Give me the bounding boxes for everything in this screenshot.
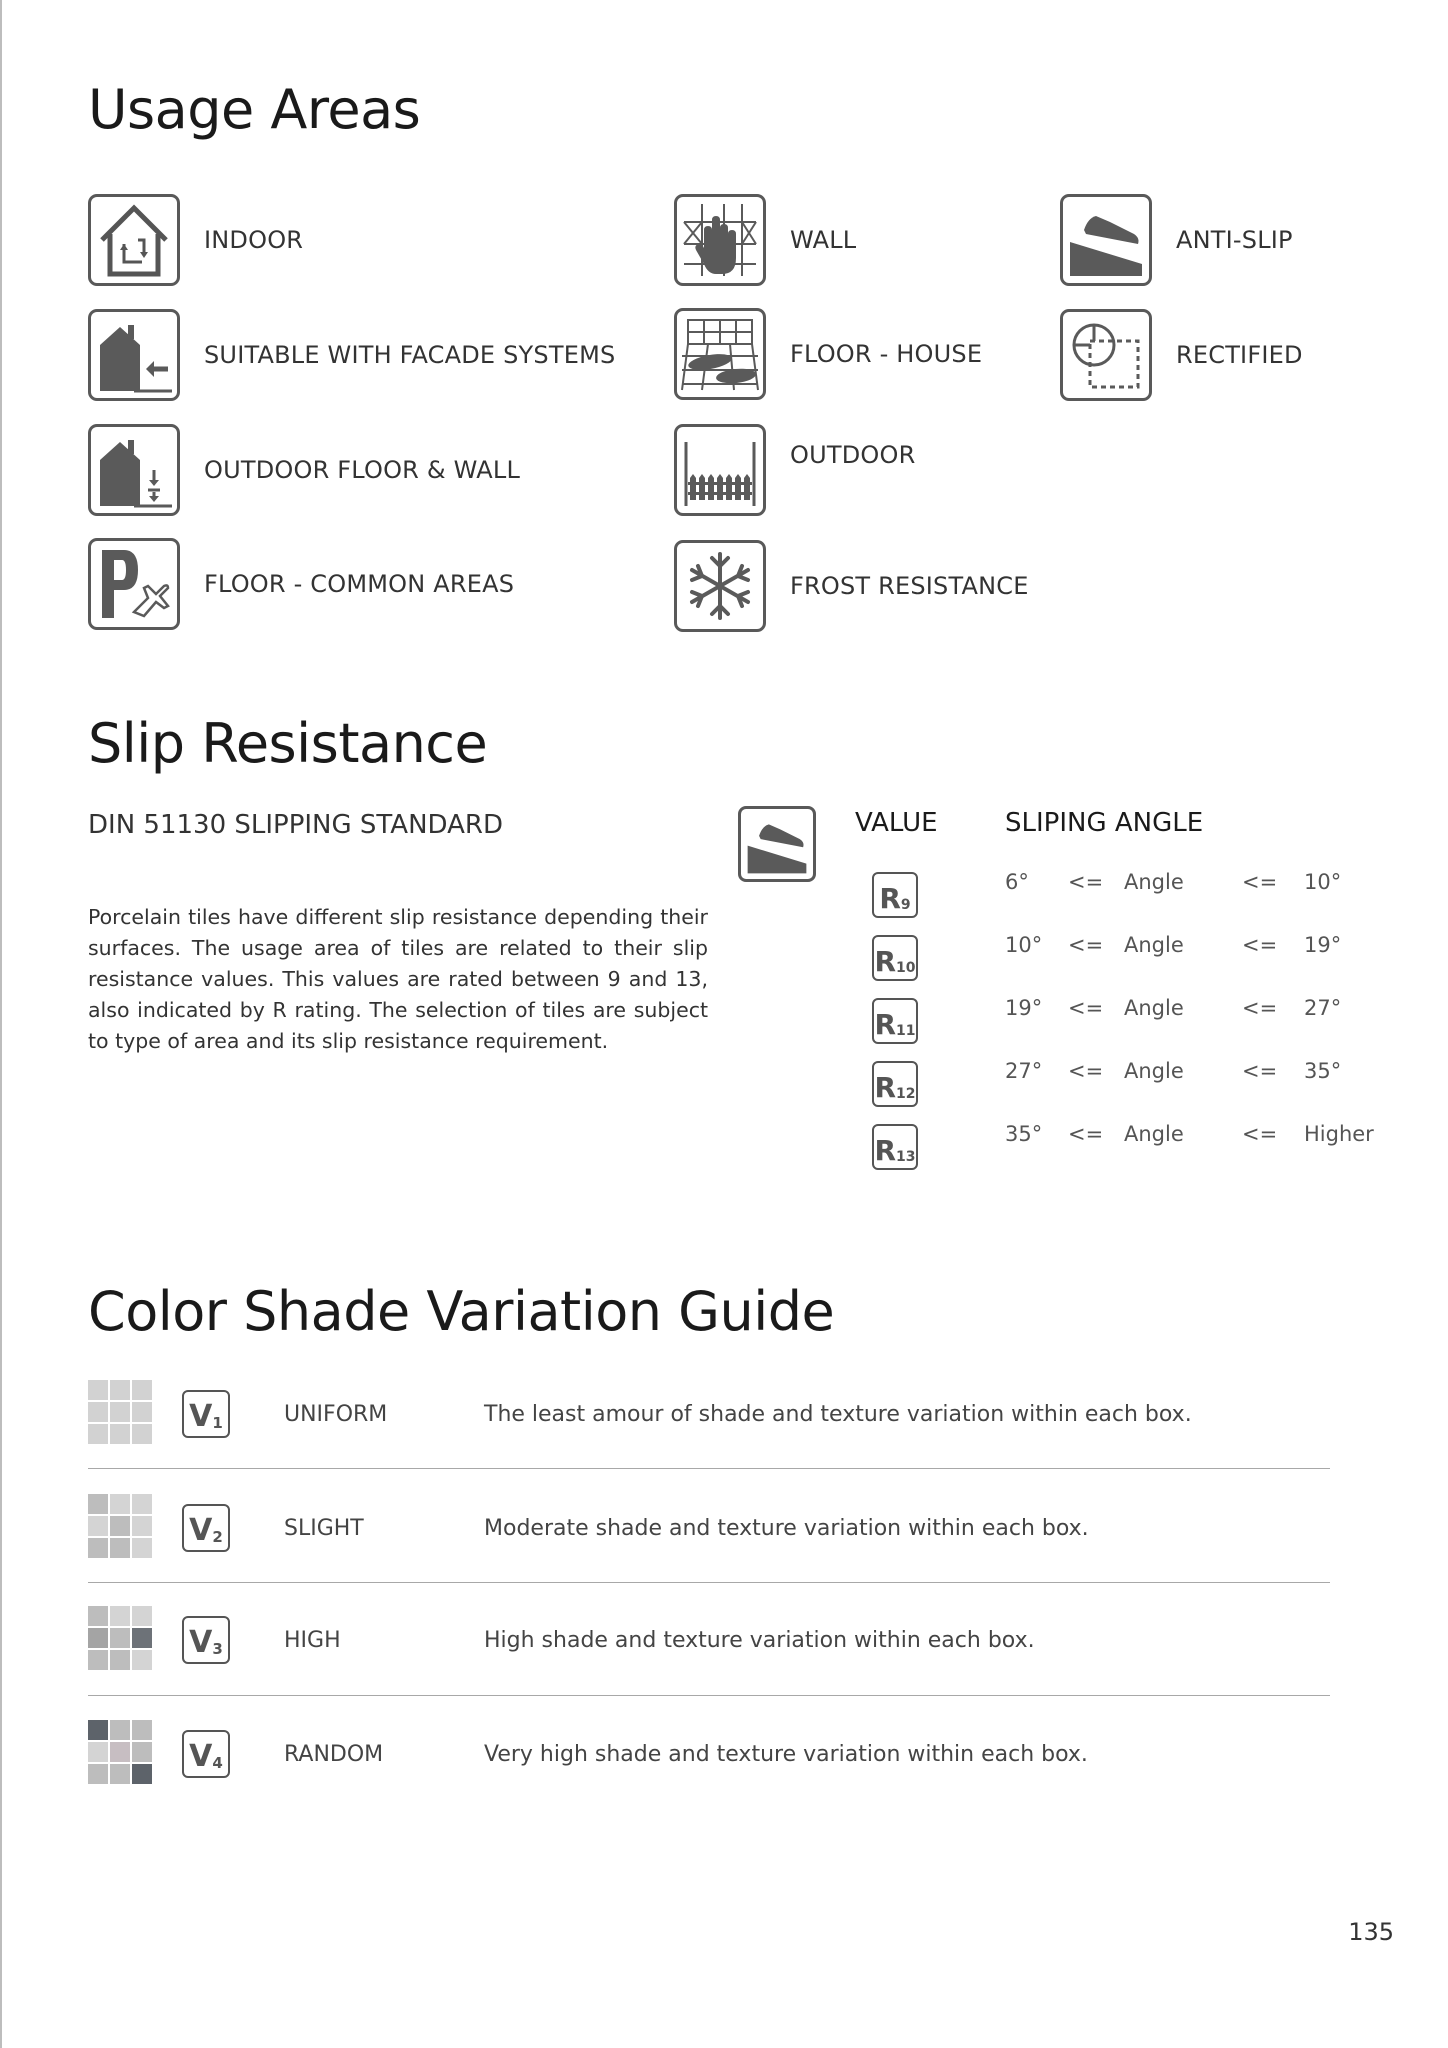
shade-swatch-tile — [132, 1538, 152, 1558]
v-rating-badge — [182, 1504, 230, 1552]
shade-label: SLIGHT — [284, 1516, 364, 1541]
facade-icon — [88, 309, 180, 401]
shade-swatch-tile — [88, 1402, 108, 1422]
shade-swatch-grid — [88, 1380, 152, 1444]
angle-op-left: <= — [1068, 933, 1104, 957]
usage-label: FLOOR - HOUSE — [790, 340, 983, 368]
angle-max: 19° — [1304, 933, 1342, 957]
usage-label: WALL — [790, 226, 857, 254]
usage-label: FROST RESISTANCE — [790, 572, 1029, 600]
shade-swatch-tile — [88, 1764, 108, 1784]
shade-swatch-tile — [132, 1764, 152, 1784]
shade-swatch-tile — [88, 1606, 108, 1626]
shade-swatch-tile — [132, 1628, 152, 1648]
shade-swatch-tile — [110, 1380, 130, 1400]
usage-item-wall — [674, 194, 856, 286]
v-letter: V — [189, 1399, 213, 1434]
usage-label: INDOOR — [204, 226, 304, 254]
angle-min: 27° — [1005, 1059, 1043, 1083]
shade-swatch-tile — [132, 1516, 152, 1536]
shade-swatch-tile — [110, 1650, 130, 1670]
angle-op-left: <= — [1068, 870, 1104, 894]
usage-item-outdoor — [674, 424, 915, 516]
outdoor-floor-wall-icon — [88, 424, 180, 516]
shade-swatch-tile — [110, 1424, 130, 1444]
shade-swatch-tile — [110, 1606, 130, 1626]
shade-swatch-tile — [110, 1628, 130, 1648]
row-divider — [88, 1582, 1330, 1583]
r-rating-badge — [872, 1124, 918, 1170]
shade-row — [88, 1380, 1330, 1450]
angle-min: 6° — [1005, 870, 1029, 894]
shade-swatch-tile — [110, 1402, 130, 1422]
r-number: 13 — [896, 1149, 916, 1165]
slip-standard: DIN 51130 SLIPPING STANDARD — [88, 810, 503, 840]
r-rating-badge — [872, 998, 918, 1044]
v-number: 2 — [212, 1528, 223, 1546]
r-letter: R — [879, 882, 901, 915]
shade-swatch-grid — [88, 1606, 152, 1670]
shade-swatch-tile — [88, 1720, 108, 1740]
shade-description: Very high shade and texture variation within each box. — [484, 1742, 1088, 1767]
shade-swatch-tile — [110, 1538, 130, 1558]
v-number: 4 — [212, 1754, 223, 1772]
r-number: 12 — [896, 1086, 916, 1102]
angle-op-right: <= — [1242, 870, 1278, 894]
floor-house-icon — [674, 308, 766, 400]
angle-word: Angle — [1124, 1122, 1184, 1146]
usage-label: ANTI-SLIP — [1176, 226, 1293, 254]
shade-swatch-tile — [132, 1424, 152, 1444]
shade-swatch-tile — [88, 1516, 108, 1536]
shade-swatch-tile — [110, 1742, 130, 1762]
sliping-angle-header: SLIPING ANGLE — [1005, 808, 1204, 838]
r-number: 11 — [896, 1023, 916, 1039]
angle-word: Angle — [1124, 870, 1184, 894]
rectified-icon — [1060, 309, 1152, 401]
page-edge-line — [0, 0, 2, 2048]
shade-swatch-tile — [132, 1606, 152, 1626]
angle-max: 27° — [1304, 996, 1342, 1020]
shade-row — [88, 1720, 1330, 1790]
usage-label: OUTDOOR FLOOR & WALL — [204, 456, 521, 484]
v-number: 1 — [212, 1414, 223, 1432]
v-rating-badge — [182, 1390, 230, 1438]
angle-word: Angle — [1124, 933, 1184, 957]
shade-description: The least amour of shade and texture variation within each box. — [484, 1402, 1192, 1427]
usage-item-common-areas — [88, 538, 514, 630]
usage-item-frost — [674, 540, 1029, 632]
shade-swatch-tile — [132, 1720, 152, 1740]
angle-op-right: <= — [1242, 933, 1278, 957]
v-number: 3 — [212, 1640, 223, 1658]
angle-max: Higher — [1304, 1122, 1374, 1146]
angle-min: 10° — [1005, 933, 1043, 957]
shade-swatch-tile — [110, 1720, 130, 1740]
usage-item-facade — [88, 309, 615, 401]
shade-swatch-tile — [132, 1380, 152, 1400]
r-number: 10 — [896, 960, 916, 976]
usage-label: OUTDOOR — [790, 441, 916, 469]
shade-swatch-tile — [88, 1628, 108, 1648]
v-rating-badge — [182, 1616, 230, 1664]
shade-swatch-tile — [110, 1494, 130, 1514]
r-letter: R — [874, 1134, 897, 1167]
anti-slip-shoe-icon — [1060, 194, 1152, 286]
r-letter: R — [874, 1071, 897, 1104]
r-rating-badge — [872, 872, 918, 918]
shade-swatch-tile — [88, 1742, 108, 1762]
row-divider — [88, 1468, 1330, 1469]
shade-swatch-tile — [110, 1764, 130, 1784]
usage-areas-title: Usage Areas — [88, 78, 421, 141]
angle-max: 10° — [1304, 870, 1342, 894]
usage-label: SUITABLE WITH FACADE SYSTEMS — [204, 341, 616, 369]
shade-swatch-grid — [88, 1494, 152, 1558]
color-shade-title: Color Shade Variation Guide — [88, 1280, 835, 1343]
usage-item-rectified — [1060, 309, 1303, 401]
shade-swatch-tile — [88, 1650, 108, 1670]
wall-icon — [674, 194, 766, 286]
shade-label: RANDOM — [284, 1742, 384, 1767]
row-divider — [88, 1695, 1330, 1696]
v-letter: V — [189, 1513, 213, 1548]
shade-label: HIGH — [284, 1628, 341, 1653]
common-areas-icon — [88, 538, 180, 630]
shade-swatch-tile — [132, 1742, 152, 1762]
usage-item-anti-slip — [1060, 194, 1293, 286]
r-letter: R — [874, 945, 897, 978]
shade-description: Moderate shade and texture variation within each box. — [484, 1516, 1089, 1541]
angle-op-right: <= — [1242, 1122, 1278, 1146]
usage-item-floor-house — [674, 308, 982, 400]
angle-min: 19° — [1005, 996, 1043, 1020]
v-letter: V — [189, 1739, 213, 1774]
indoor-icon — [88, 194, 180, 286]
shade-swatch-tile — [132, 1402, 152, 1422]
shade-swatch-tile — [132, 1494, 152, 1514]
shade-swatch-tile — [88, 1380, 108, 1400]
shade-row — [88, 1494, 1330, 1564]
angle-op-right: <= — [1242, 1059, 1278, 1083]
anti-slip-shoe-icon — [738, 806, 816, 882]
angle-min: 35° — [1005, 1122, 1043, 1146]
snowflake-icon — [674, 540, 766, 632]
usage-item-outdoor-floor-wall — [88, 424, 520, 516]
shade-swatch-tile — [88, 1538, 108, 1558]
shade-swatch-tile — [110, 1516, 130, 1536]
angle-op-left: <= — [1068, 996, 1104, 1020]
v-rating-badge — [182, 1730, 230, 1778]
shade-swatch-grid — [88, 1720, 152, 1784]
r-letter: R — [874, 1008, 897, 1041]
shade-description: High shade and texture variation within each box. — [484, 1628, 1035, 1653]
page-number: 135 — [1348, 1918, 1394, 1946]
shade-swatch-tile — [132, 1650, 152, 1670]
angle-word: Angle — [1124, 1059, 1184, 1083]
angle-op-left: <= — [1068, 1059, 1104, 1083]
shade-swatch-tile — [88, 1494, 108, 1514]
usage-label: RECTIFIED — [1176, 341, 1303, 369]
angle-max: 35° — [1304, 1059, 1342, 1083]
shade-swatch-tile — [88, 1424, 108, 1444]
r-rating-badge — [872, 1061, 918, 1107]
usage-label: FLOOR - COMMON AREAS — [204, 570, 515, 598]
shade-label: UNIFORM — [284, 1402, 388, 1427]
angle-op-right: <= — [1242, 996, 1278, 1020]
v-letter: V — [189, 1625, 213, 1660]
value-header: VALUE — [855, 808, 938, 838]
outdoor-fence-icon — [674, 424, 766, 516]
usage-item-indoor — [88, 194, 303, 286]
slip-paragraph: Porcelain tiles have different slip resistance depending their surfaces. The usage area of tiles are related to their slip resistance values. This values are rated between 9 and 13, also indicated by R rating. The selection of tiles are subject to type of area and its slip resistance requirement. — [88, 905, 708, 1053]
slip-resistance-title: Slip Resistance — [88, 712, 488, 775]
angle-word: Angle — [1124, 996, 1184, 1020]
shade-row — [88, 1606, 1330, 1676]
r-number: 9 — [900, 897, 911, 913]
angle-op-left: <= — [1068, 1122, 1104, 1146]
r-rating-badge — [872, 935, 918, 981]
